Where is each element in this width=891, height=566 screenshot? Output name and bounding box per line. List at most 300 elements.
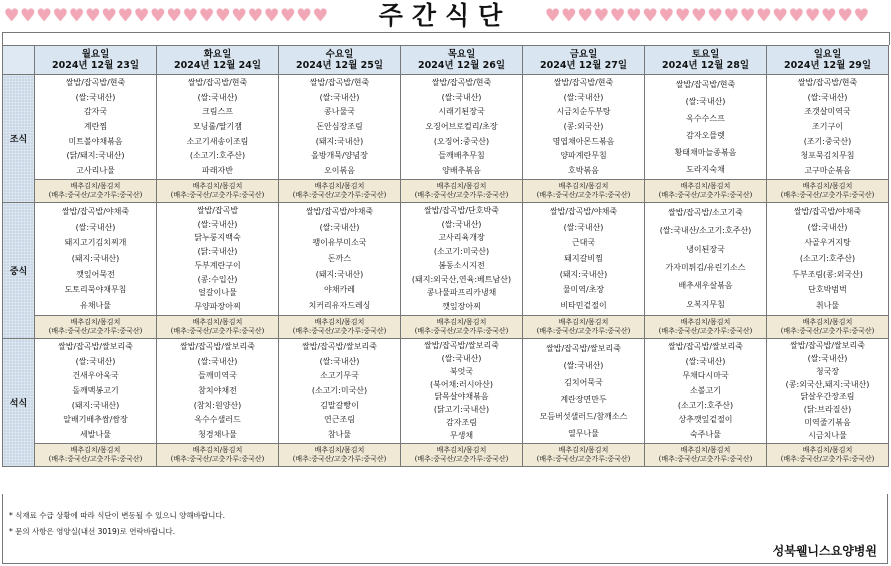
- heart-icon: ♥: [658, 6, 674, 26]
- kimchi-name: 배추김치/몸김치: [436, 182, 487, 190]
- heart-icon: ♥: [20, 6, 36, 26]
- meal-label: 중식: [3, 203, 35, 339]
- kimchi-origin: (배추:중국산/고춧가루:중국산): [780, 191, 875, 199]
- menu-item: 오징어브로컬리/초장: [425, 121, 498, 131]
- day-of-week: 토요일: [691, 49, 720, 60]
- menu-items: [645, 339, 766, 443]
- weekly-menu-table: [2, 45, 889, 467]
- menu-item: 유채나물: [80, 301, 111, 311]
- menu-item: 청경채나물: [198, 429, 237, 439]
- menu-item: 두부계란구이: [194, 260, 241, 270]
- kimchi-name: 배추김치/몸김치: [802, 318, 853, 326]
- menu-item: 치커리유자드레싱: [308, 301, 371, 311]
- menu-item: 쌀밥/잡곡밥/현죽: [431, 78, 492, 88]
- kimchi-cell: [645, 316, 767, 339]
- menu-item: 쌀밥/잡곡밥/쌀보리죽: [668, 342, 743, 352]
- menu-items: [401, 75, 522, 179]
- menu-item: 근대국: [571, 238, 596, 248]
- day-header: [645, 46, 767, 75]
- menu-item: 김말갈빵이: [320, 400, 359, 410]
- heart-icon: ♥: [756, 6, 772, 26]
- menu-item: 쌀밥/잡곡밥/야채죽: [549, 206, 618, 216]
- kimchi-cell: [35, 180, 157, 203]
- heart-icon: ♥: [134, 6, 150, 26]
- menu-item: (쌀:국내산): [75, 356, 116, 366]
- menu-item: 단호박범벅: [808, 285, 847, 295]
- kimchi-origin: (배추:중국산/고춧가루:중국산): [170, 455, 265, 463]
- menu-item: (쌀:국내산): [685, 96, 726, 106]
- menu-items: [157, 75, 278, 179]
- menu-item: (북어채:러시아산): [429, 379, 494, 389]
- menu-item: 쌀밥/잡곡밥/야채죽: [793, 206, 862, 216]
- day-date: 2024년 12월 26일: [417, 60, 506, 71]
- menu-item: (소고기:호주산): [799, 253, 856, 263]
- title-bar: [0, 0, 891, 32]
- menu-item: 소고기무국: [320, 371, 359, 381]
- menu-item: 참나물: [327, 429, 352, 439]
- menu-item: 고사리육개장: [438, 233, 485, 243]
- menu-cell: [523, 203, 645, 316]
- menu-cell: [279, 203, 401, 316]
- menu-item: 무양파장아찌: [194, 302, 241, 312]
- menu-item: 세발나물: [80, 429, 111, 439]
- menu-items: [157, 203, 278, 315]
- menu-item: 건새우아욱국: [72, 371, 119, 381]
- menu-item: (소고기:호주산): [677, 400, 734, 410]
- heart-icon: ♥: [561, 6, 577, 26]
- heart-icon: ♥: [740, 6, 756, 26]
- menu-item: 쌀밥/잡곡밥/쌀보리죽: [546, 343, 621, 353]
- kimchi-cell: [279, 444, 401, 467]
- menu-item: 쌀밥/잡곡밥/소고기죽: [668, 208, 743, 218]
- kimchi-cell: [767, 180, 889, 203]
- menu-item: 계란장면만두: [560, 394, 607, 404]
- heart-icon: ♥: [788, 6, 804, 26]
- menu-item: 양배추볶음: [442, 165, 481, 175]
- menu-item: 오이볶음: [324, 165, 355, 175]
- kimchi-cell: [767, 444, 889, 467]
- kimchi-cell: [157, 180, 279, 203]
- day-header: [35, 46, 157, 75]
- menu-item: 황태채마늘종볶음: [674, 147, 737, 157]
- kimchi-cell: [767, 316, 889, 339]
- menu-items: [767, 339, 888, 443]
- kimchi-name: 배추김치/몸김치: [558, 182, 609, 190]
- menu-item: (돼지:국내산): [315, 136, 364, 146]
- menu-item: (오징어:중국산): [433, 136, 490, 146]
- menu-items: [523, 75, 644, 179]
- menu-item: 닭목살야채볶음: [434, 392, 489, 402]
- menu-item: 무채다시마국: [682, 371, 729, 381]
- kimchi-origin: (배추:중국산/고춧가루:중국산): [48, 327, 143, 335]
- kimchi-cell: [645, 444, 767, 467]
- menu-item: 쌀밥/잡곡밥/쌀보리죽: [180, 342, 255, 352]
- menu-item: 닭누룽지백숙: [194, 233, 241, 243]
- kimchi-origin: (배추:중국산/고춧가루:중국산): [658, 455, 753, 463]
- menu-item: 고사리나물: [76, 165, 115, 175]
- kimchi-cell: [523, 316, 645, 339]
- day-of-week: 목요일: [447, 49, 476, 60]
- menu-items: [35, 339, 156, 443]
- heart-icon: ♥: [691, 6, 707, 26]
- kimchi-origin: (배추:중국산/고춧가루:중국산): [170, 191, 265, 199]
- day-of-week: 월요일: [81, 49, 110, 60]
- menu-item: 쌀밥/잡곡밥/쌀보리죽: [58, 342, 133, 352]
- kimchi-cell: [523, 444, 645, 467]
- day-of-week: 수요일: [325, 49, 354, 60]
- menu-item: 계란찜: [83, 121, 108, 131]
- kimchi-origin: (배추:중국산/고춧가루:중국산): [780, 455, 875, 463]
- menu-item: (돼지:외국산,연육:베트남산): [411, 274, 512, 284]
- menu-item: 연근조림: [324, 415, 355, 425]
- menu-item: 조기구이: [812, 121, 843, 131]
- menu-item: 감자국: [83, 107, 108, 117]
- day-header: [279, 46, 401, 75]
- heart-icon: ♥: [117, 6, 133, 26]
- menu-item: 배추새우살볶음: [678, 281, 733, 291]
- kimchi-name: 배추김치/몸김치: [558, 446, 609, 454]
- menu-items: [279, 339, 400, 443]
- menu-item: 옥수수샐러드: [194, 415, 241, 425]
- day-header: [767, 46, 889, 75]
- day-of-week: 화요일: [203, 49, 232, 60]
- menu-item: 숙주나물: [690, 429, 721, 439]
- menu-item: (쌀:국내산): [75, 92, 116, 102]
- heart-decoration-left: [4, 6, 328, 26]
- menu-cell: [767, 339, 889, 444]
- menu-items: [35, 75, 156, 179]
- kimchi-name: 배추김치/몸김치: [70, 182, 121, 190]
- menu-item: (쌀:국내산): [319, 356, 360, 366]
- menu-cell: [157, 339, 279, 444]
- page-title: 주간식단: [378, 1, 512, 30]
- menu-items: [645, 75, 766, 179]
- menu-item: 도라지숙채: [686, 164, 725, 174]
- menu-item: (쌀:국내산): [807, 222, 848, 232]
- meal-label: 석식: [3, 339, 35, 467]
- menu-item: (돼지:국내산): [559, 269, 608, 279]
- day-of-week: 금요일: [569, 49, 598, 60]
- menu-item: 깻잎장아찌: [442, 302, 481, 312]
- kimchi-name: 배추김치/몸김치: [192, 446, 243, 454]
- menu-item: (닭:브라질산): [803, 405, 852, 415]
- menu-item: 쌀밥/잡곡밥: [196, 205, 239, 215]
- meal-label: 조식: [3, 75, 35, 203]
- meal-row: [3, 75, 889, 180]
- menu-item: (돼지:국내산): [315, 269, 364, 279]
- menu-item: (쌀:국내산): [441, 354, 482, 364]
- menu-items: [157, 339, 278, 443]
- menu-item: (쌀:국내산): [807, 354, 848, 364]
- menu-item: 팽이유부미소국: [312, 238, 367, 248]
- heart-icon: ♥: [231, 6, 247, 26]
- menu-item: 봄동소시지전: [438, 260, 485, 270]
- hospital-name: 성북웰니스요양병원: [772, 544, 877, 558]
- heart-icon: ♥: [821, 6, 837, 26]
- menu-item: 콩나물국: [324, 107, 355, 117]
- menu-item: 쌀밥/잡곡밥/쌀보리죽: [424, 341, 499, 351]
- menu-item: (소고기:미국산): [433, 247, 490, 257]
- kimchi-name: 배추김치/몸김치: [192, 318, 243, 326]
- menu-item: 가자미튀김/유린기소스: [665, 263, 746, 273]
- menu-item: (쌀:국내산): [563, 92, 604, 102]
- menu-item: (소고기:호주산): [189, 151, 246, 161]
- menu-item: (참치:원양산): [193, 400, 242, 410]
- kimchi-name: 배추김치/몸김치: [558, 318, 609, 326]
- menu-item: 열무나물: [568, 428, 599, 438]
- day-header-row: [3, 46, 889, 75]
- kimchi-name: 배추김치/몸김치: [192, 182, 243, 190]
- menu-item: (돼지:국내산): [71, 253, 120, 263]
- menu-item: (쌀:국내산): [441, 219, 482, 229]
- menu-item: (쌀:국내산): [197, 356, 238, 366]
- menu-item: 김치어묵국: [564, 377, 603, 387]
- kimchi-origin: (배추:중국산/고춧가루:중국산): [414, 327, 509, 335]
- kimchi-origin: (배추:중국산/고춧가루:중국산): [48, 455, 143, 463]
- menu-item: 쌀밥/잡곡밥/현죽: [675, 79, 736, 89]
- menu-item: 고구마순볶음: [804, 165, 851, 175]
- menu-item: 시금치나물: [808, 430, 847, 440]
- menu-item: 쌀밥/잡곡밥/쌀보리죽: [302, 342, 377, 352]
- menu-item: 올방개묵/양념장: [311, 151, 368, 161]
- heart-icon: ♥: [772, 6, 788, 26]
- menu-item: 소볼고기: [690, 385, 721, 395]
- heart-icon: ♥: [247, 6, 263, 26]
- kimchi-origin: (배추:중국산/고춧가루:중국산): [48, 191, 143, 199]
- menu-item: (쌀:국내산): [685, 356, 726, 366]
- menu-item: 깻잎어묵전: [76, 269, 115, 279]
- menu-item: 소고기새송이조림: [186, 136, 249, 146]
- menu-item: 청포묵김치무침: [800, 151, 855, 161]
- kimchi-cell: [35, 316, 157, 339]
- kimchi-row: [3, 444, 889, 467]
- kimchi-cell: [157, 444, 279, 467]
- kimchi-origin: (배추:중국산/고춧가루:중국산): [658, 327, 753, 335]
- heart-icon: ♥: [166, 6, 182, 26]
- kimchi-cell: [279, 316, 401, 339]
- menu-item: (쌀:국내산): [197, 92, 238, 102]
- menu-item: 돼지고기김치찌개: [64, 238, 127, 248]
- kimchi-origin: (배추:중국산/고춧가루:중국산): [780, 327, 875, 335]
- menu-item: 모닝롤/딸기잼: [192, 121, 243, 131]
- heart-icon: ♥: [853, 6, 869, 26]
- kimchi-name: 배추김치/몸김치: [680, 318, 731, 326]
- menu-item: 참치야채전: [198, 385, 237, 395]
- menu-item: 냉이된장국: [686, 244, 725, 254]
- menu-item: 명엽채아몬드볶음: [552, 136, 615, 146]
- kimchi-name: 배추김치/몸김치: [680, 446, 731, 454]
- menu-item: 도토리묵야채무침: [64, 285, 127, 295]
- menu-item: (닭/돼지:국내산): [66, 151, 125, 161]
- menu-item: (콩:외국산): [563, 121, 604, 131]
- heart-icon: ♥: [101, 6, 117, 26]
- menu-item: 쌀밥/잡곡밥/야채죽: [305, 206, 374, 216]
- menu-cell: [279, 75, 401, 180]
- kimchi-name: 배추김치/몸김치: [436, 446, 487, 454]
- meal-row: [3, 203, 889, 316]
- menu-item: 시래기된장국: [438, 107, 485, 117]
- menu-cell: [767, 203, 889, 316]
- menu-cell: [523, 339, 645, 444]
- kimchi-cell: [401, 316, 523, 339]
- menu-items: [767, 75, 888, 179]
- heart-icon: ♥: [52, 6, 68, 26]
- kimchi-cell: [401, 444, 523, 467]
- menu-item: 들깨미역국: [198, 371, 237, 381]
- day-of-week: 일요일: [813, 49, 842, 60]
- heart-icon: ♥: [610, 6, 626, 26]
- menu-item: (쌀:국내산): [75, 222, 116, 232]
- menu-item: 사골우거지탕: [804, 238, 851, 248]
- menu-items: [523, 339, 644, 443]
- menu-item: 콩나물파프리카냉채: [426, 288, 497, 298]
- kimchi-origin: (배추:중국산/고춧가루:중국산): [292, 191, 387, 199]
- menu-item: 쌀밥/잡곡밥/현죽: [187, 78, 248, 88]
- menu-item: 돈까스: [327, 253, 352, 263]
- menu-item: 시금치순두부탕: [556, 107, 611, 117]
- menu-cell: [523, 75, 645, 180]
- kimchi-row: [3, 180, 889, 203]
- menu-item: 옥수수스프: [686, 113, 725, 123]
- menu-item: (닭고기:국내산): [433, 405, 490, 415]
- menu-item: (쌀:국내산): [319, 222, 360, 232]
- heart-icon: ♥: [264, 6, 280, 26]
- menu-item: 파래자반: [202, 165, 233, 175]
- menu-item: 미역줄기볶음: [804, 417, 851, 427]
- menu-item: (쌀:국내산): [197, 219, 238, 229]
- menu-item: 알배기배추쌈/쌈장: [63, 415, 128, 425]
- heart-icon: ♥: [4, 6, 20, 26]
- kimchi-origin: (배추:중국산/고춧가루:중국산): [292, 327, 387, 335]
- menu-item: 미트볼야채볶음: [68, 136, 123, 146]
- menu-item: 쌀밥/잡곡밥/쌀보리죽: [790, 341, 865, 351]
- kimchi-row: [3, 316, 889, 339]
- heart-icon: ♥: [675, 6, 691, 26]
- heart-icon: ♥: [805, 6, 821, 26]
- menu-item: 들깨배추무침: [438, 151, 485, 161]
- menu-item: 북엇국: [449, 366, 474, 376]
- menu-item: 쌀밥/잡곡밥/야채죽: [61, 206, 130, 216]
- menu-cell: [279, 339, 401, 444]
- menu-items: [279, 203, 400, 315]
- kimchi-origin: (배추:중국산/고춧가루:중국산): [536, 455, 631, 463]
- menu-item: 크림스프: [202, 107, 233, 117]
- menu-item: 비타민겉절이: [560, 301, 607, 311]
- menu-item: 호박볶음: [568, 165, 599, 175]
- menu-item: (쌀:국내산): [563, 222, 604, 232]
- menu-cell: [645, 339, 767, 444]
- kimchi-name: 배추김치/몸김치: [436, 318, 487, 326]
- kimchi-cell: [279, 180, 401, 203]
- heart-icon: ♥: [593, 6, 609, 26]
- heart-icon: ♥: [182, 6, 198, 26]
- kimchi-origin: (배추:중국산/고춧가루:중국산): [536, 327, 631, 335]
- heart-icon: ♥: [36, 6, 52, 26]
- kimchi-origin: (배추:중국산/고춧가루:중국산): [414, 191, 509, 199]
- kimchi-origin: (배추:중국산/고춧가루:중국산): [658, 191, 753, 199]
- menu-cell: [401, 75, 523, 180]
- menu-item: 쌀밥/잡곡밥/현죽: [309, 78, 370, 88]
- day-date: 2024년 12월 25일: [295, 60, 384, 71]
- menu-item: 청국장: [815, 366, 840, 376]
- menu-cell: [401, 339, 523, 444]
- menu-item: 돌깨맥봉고기: [72, 385, 119, 395]
- menu-items: [523, 203, 644, 315]
- menu-item: (쌀:국내산): [319, 92, 360, 102]
- menu-items: [401, 339, 522, 443]
- menu-items: [767, 203, 888, 315]
- menu-item: 쌀밥/잡곡밥/단호박죽: [424, 205, 499, 215]
- menu-item: 취나물: [815, 301, 840, 311]
- heart-icon: ♥: [626, 6, 642, 26]
- menu-item: 닭살우간장조림: [800, 392, 855, 402]
- meal-row: [3, 339, 889, 444]
- menu-item: 감자조림: [446, 417, 477, 427]
- header-corner: [3, 46, 35, 75]
- menu-cell: [645, 203, 767, 316]
- menu-item: 무생채: [449, 430, 474, 440]
- kimchi-name: 배추김치/몸김치: [314, 446, 365, 454]
- menu-cell: [767, 75, 889, 180]
- menu-cell: [645, 75, 767, 180]
- note-supply: * 식재료 수급 상황에 따라 식단이 변동될 수 있으니 양해바랍니다.: [9, 511, 225, 520]
- day-date: 2024년 12월 27일: [539, 60, 628, 71]
- menu-item: 두부조림(콩:외국산): [792, 269, 863, 279]
- menu-item: (콩:수입산): [197, 274, 238, 284]
- notes-area: [2, 494, 888, 564]
- day-date: 2024년 12월 23일: [51, 60, 140, 71]
- kimchi-name: 배추김치/몸김치: [802, 182, 853, 190]
- menu-cell: [157, 203, 279, 316]
- menu-items: [645, 203, 766, 315]
- menu-item: 모듬버섯샐러드/참깨소스: [539, 411, 628, 421]
- heart-icon: ♥: [545, 6, 561, 26]
- menu-item: 쌀밥/잡곡밥/현죽: [65, 78, 126, 88]
- menu-item: 상추깻잎겉절이: [678, 415, 733, 425]
- kimchi-name: 배추김치/몸김치: [70, 318, 121, 326]
- menu-item: (쌀:국내산): [441, 92, 482, 102]
- top-strip: [2, 32, 890, 45]
- menu-item: 쌀밥/잡곡밥/현죽: [553, 78, 614, 88]
- menu-item: 돼지갈비찜: [564, 253, 603, 263]
- menu-item: 돈안심장조림: [316, 121, 363, 131]
- kimchi-name: 배추김치/몸김치: [314, 318, 365, 326]
- heart-icon: ♥: [642, 6, 658, 26]
- menu-item: 야채카레: [324, 285, 355, 295]
- heart-icon: ♥: [837, 6, 853, 26]
- heart-icon: ♥: [312, 6, 328, 26]
- kimchi-cell: [645, 180, 767, 203]
- day-header: [401, 46, 523, 75]
- menu-items: [279, 75, 400, 179]
- heart-icon: ♥: [69, 6, 85, 26]
- menu-item: (쌀:국내산/소고기:호주산): [659, 226, 752, 236]
- menu-cell: [157, 75, 279, 180]
- menu-cell: [35, 203, 157, 316]
- menu-item: (돼지:국내산): [71, 400, 120, 410]
- menu-cell: [401, 203, 523, 316]
- kimchi-origin: (배추:중국산/고춧가루:중국산): [292, 455, 387, 463]
- menu-item: (소고기:미국산): [311, 385, 368, 395]
- kimchi-cell: [157, 316, 279, 339]
- heart-icon: ♥: [723, 6, 739, 26]
- menu-items: [401, 203, 522, 315]
- heart-icon: ♥: [199, 6, 215, 26]
- heart-icon: ♥: [85, 6, 101, 26]
- heart-icon: ♥: [577, 6, 593, 26]
- menu-item: 오복지무침: [686, 299, 725, 309]
- day-date: 2024년 12월 24일: [173, 60, 262, 71]
